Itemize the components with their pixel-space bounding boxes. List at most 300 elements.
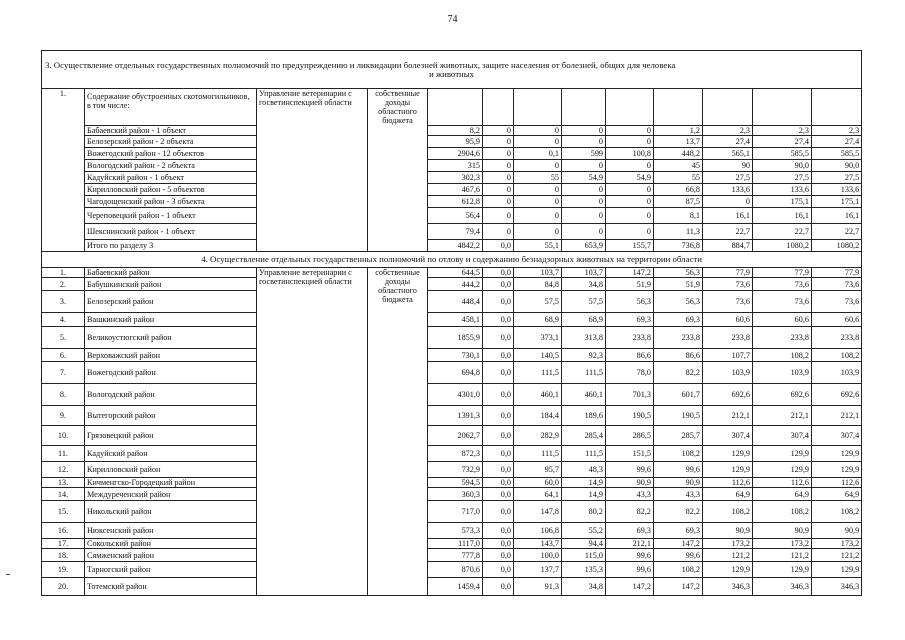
value-cell-5: 0 [606, 126, 654, 136]
row-index: 7. [42, 362, 85, 384]
value-cell-9: 129,9 [812, 562, 862, 578]
section4-row [42, 501, 862, 523]
row-index: 16. [42, 523, 85, 539]
section3-index: 1. [42, 89, 85, 252]
value-cell-2: 0 [483, 136, 514, 148]
value-cell-9: 346,3 [812, 578, 862, 596]
value-cell-5: 212,1 [606, 539, 654, 549]
value-cell-3: 57,5 [514, 291, 562, 313]
row-name: Сокольский район [85, 539, 257, 549]
value-cell-6: 99,6 [654, 462, 703, 478]
value-cell-4: 0 [562, 208, 606, 224]
value-cell-5: 701,3 [606, 384, 654, 406]
value-cell-2: 0,0 [483, 446, 514, 462]
value-cell-3: 100,0 [514, 549, 562, 562]
value-cell-4: 460,1 [562, 384, 606, 406]
value-cell-1: 458,1 [428, 313, 483, 327]
section3-header-row [42, 51, 862, 89]
value-cell-8: 22,7 [753, 224, 812, 240]
value-cell-1: 79,4 [428, 224, 483, 240]
value-cell-6: 601,7 [654, 384, 703, 406]
total-value-8: 1080,2 [753, 240, 812, 252]
total-value-6: 736,8 [654, 240, 703, 252]
value-cell-1: 2062,7 [428, 426, 483, 446]
row-index: 11. [42, 446, 85, 462]
value-cell-5: 151,5 [606, 446, 654, 462]
row-name: Кирилловский район - 5 объектов [85, 184, 257, 196]
value-cell-7: 133,6 [703, 184, 753, 196]
value-cell-5: 99,6 [606, 549, 654, 562]
value-cell-5: 54,9 [606, 172, 654, 184]
value-cell-2: 0,0 [483, 362, 514, 384]
row-name: Череповецкий район - 1 объект [85, 208, 257, 224]
value-cell-5: 99,6 [606, 462, 654, 478]
value-cell-5: 147,2 [606, 268, 654, 278]
section3-title-line1: 3. Осуществление отдельных государственных полномочий по предупреждению и ликвидации болезней животных, защите населения от болезней, общих для человека [45, 59, 676, 70]
row-index: 18. [42, 549, 85, 562]
value-cell-4: 0 [562, 136, 606, 148]
value-cell-4: 135,3 [562, 562, 606, 578]
row-index: 9. [42, 406, 85, 426]
section3-row [42, 172, 862, 184]
value-cell-2: 0,0 [483, 278, 514, 291]
value-cell-7: 27,4 [703, 136, 753, 148]
value-cell-4: 14,9 [562, 488, 606, 501]
value-cell-3: 0 [514, 196, 562, 208]
value-cell-4: 48,3 [562, 462, 606, 478]
value-cell-2: 0 [483, 224, 514, 240]
page-number: 74 [447, 14, 458, 25]
section4-row [42, 406, 862, 426]
section3-row [42, 184, 862, 196]
value-cell-7: 16,1 [703, 208, 753, 224]
value-cell-6: 13,7 [654, 136, 703, 148]
section4-title: 4. Осуществление отдельных государственных полномочий по отлову и содержанию безнадзорных животных на территории области [42, 252, 862, 268]
section4-row [42, 549, 862, 562]
value-cell-7: 22,7 [703, 224, 753, 240]
value-cell-9: 108,2 [812, 349, 862, 362]
value-cell-8: 60,6 [753, 313, 812, 327]
value-cell-3: 111,5 [514, 446, 562, 462]
value-cell-6: 108,2 [654, 562, 703, 578]
section3-row [42, 136, 862, 148]
value-cell-5: 0 [606, 196, 654, 208]
value-cell-7: 129,9 [703, 462, 753, 478]
value-cell-5: 56,3 [606, 291, 654, 313]
value-cell-3: 0 [514, 224, 562, 240]
value-cell-7: 129,9 [703, 562, 753, 578]
value-cell-9: 103,9 [812, 362, 862, 384]
section4-row [42, 384, 862, 406]
value-cell-3: 84,8 [514, 278, 562, 291]
value-cell-7: 73,6 [703, 291, 753, 313]
value-cell-8: 121,2 [753, 549, 812, 562]
value-cell-3: 147,8 [514, 501, 562, 523]
value-cell-2: 0 [483, 160, 514, 172]
value-cell-6: 56,3 [654, 268, 703, 278]
row-index: 2. [42, 278, 85, 291]
value-cell-6: 69,3 [654, 313, 703, 327]
value-cell-3: 137,7 [514, 562, 562, 578]
value-cell-7: 64,9 [703, 488, 753, 501]
section3-row [42, 224, 862, 240]
value-cell-8: 16,1 [753, 208, 812, 224]
value-cell-9: 692,6 [812, 384, 862, 406]
section4-header-row [42, 252, 862, 268]
value-cell-8: 133,6 [753, 184, 812, 196]
value-cell-8: 73,6 [753, 278, 812, 291]
value-cell-4: 14,9 [562, 478, 606, 488]
row-name: Вытегорский район [85, 406, 257, 426]
value-cell-2: 0,0 [483, 268, 514, 278]
value-cell-2: 0,0 [483, 578, 514, 596]
value-cell-9: 2,3 [812, 126, 862, 136]
value-cell-9: 173,2 [812, 539, 862, 549]
value-cell-4: 0 [562, 160, 606, 172]
row-index: 5. [42, 327, 85, 349]
value-cell-5: 69,3 [606, 523, 654, 539]
section4-row [42, 578, 862, 596]
section4-row [42, 523, 862, 539]
value-cell-7: 2,3 [703, 126, 753, 136]
value-cell-2: 0,0 [483, 539, 514, 549]
row-name: Нюксенский район [85, 523, 257, 539]
value-cell-2: 0,0 [483, 327, 514, 349]
row-name: Тарногский район [85, 562, 257, 578]
section4-executor: Управление ветеринарии с госветинспекцией области [257, 268, 368, 596]
value-cell-3: 111,5 [514, 362, 562, 384]
section4-row [42, 446, 862, 462]
value-cell-4: 54,9 [562, 172, 606, 184]
value-cell-1: 777,8 [428, 549, 483, 562]
value-cell-1: 8,2 [428, 126, 483, 136]
value-cell-3: 184,4 [514, 406, 562, 426]
value-cell-8: 90,0 [753, 160, 812, 172]
value-cell-3: 91,3 [514, 578, 562, 596]
value-cell-4: 115,0 [562, 549, 606, 562]
value-cell-8: 585,5 [753, 148, 812, 160]
value-cell-1: 1391,3 [428, 406, 483, 426]
row-index: 6. [42, 349, 85, 362]
section4-row [42, 349, 862, 362]
row-name: Верховажский район [85, 349, 257, 362]
value-cell-1: 594,5 [428, 478, 483, 488]
value-cell-6: 99,6 [654, 549, 703, 562]
value-cell-3: 95,7 [514, 462, 562, 478]
value-cell-9: 73,6 [812, 278, 862, 291]
value-cell-9: 27,5 [812, 172, 862, 184]
value-cell-2: 0,0 [483, 384, 514, 406]
row-name: Вожегодский район - 12 объектов [85, 148, 257, 160]
value-cell-2: 0 [483, 126, 514, 136]
value-cell-6: 8,1 [654, 208, 703, 224]
value-cell-6: 108,2 [654, 446, 703, 462]
value-cell-1: 1855,9 [428, 327, 483, 349]
value-cell-7: 121,2 [703, 549, 753, 562]
value-cell-7: 212,1 [703, 406, 753, 426]
value-cell-8: 212,1 [753, 406, 812, 426]
value-cell-8: 173,2 [753, 539, 812, 549]
total-value-5: 155,7 [606, 240, 654, 252]
value-cell-6: 11,3 [654, 224, 703, 240]
value-cell-5: 90,9 [606, 478, 654, 488]
row-name: Вологодский район [85, 384, 257, 406]
value-cell-8: 346,3 [753, 578, 812, 596]
section4-row [42, 327, 862, 349]
value-cell-3: 460,1 [514, 384, 562, 406]
value-cell-3: 0 [514, 208, 562, 224]
value-cell-2: 0 [483, 148, 514, 160]
row-name: Кичменгско-Городецкий район [85, 478, 257, 488]
value-cell-6: 55 [654, 172, 703, 184]
value-cell-1: 1459,4 [428, 578, 483, 596]
value-cell-2: 0 [483, 184, 514, 196]
value-cell-1: 870,6 [428, 562, 483, 578]
value-cell-4: 68,9 [562, 313, 606, 327]
value-cell-6: 448,2 [654, 148, 703, 160]
value-cell-1: 448,4 [428, 291, 483, 313]
value-cell-7: 107,7 [703, 349, 753, 362]
value-cell-7: 565,1 [703, 148, 753, 160]
value-cell-9: 129,9 [812, 446, 862, 462]
value-cell-6: 66,8 [654, 184, 703, 196]
section4-row [42, 539, 862, 549]
value-cell-3: 106,8 [514, 523, 562, 539]
section3-row [42, 160, 862, 172]
value-cell-1: 95,9 [428, 136, 483, 148]
row-index: 8. [42, 384, 85, 406]
value-cell-1: 694,8 [428, 362, 483, 384]
value-cell-8: 108,2 [753, 349, 812, 362]
value-cell-5: 0 [606, 136, 654, 148]
value-cell-4: 34,8 [562, 578, 606, 596]
value-cell-5: 0 [606, 224, 654, 240]
value-cell-4: 111,5 [562, 362, 606, 384]
value-cell-2: 0 [483, 196, 514, 208]
value-cell-2: 0 [483, 208, 514, 224]
value-cell-9: 133,6 [812, 184, 862, 196]
row-name: Кадуйский район [85, 446, 257, 462]
section3-executor: Управление ветеринарии с госветинспекцией области [257, 89, 368, 252]
row-index: 1. [42, 268, 85, 278]
value-cell-8: 27,5 [753, 172, 812, 184]
value-cell-7: 692,6 [703, 384, 753, 406]
section4-funding: собственные доходы областного бюджета [368, 268, 428, 596]
value-cell-1: 644,5 [428, 268, 483, 278]
value-cell-9: 175,1 [812, 196, 862, 208]
value-cell-1: 315 [428, 160, 483, 172]
value-cell-3: 0,1 [514, 148, 562, 160]
value-cell-3: 373,1 [514, 327, 562, 349]
value-cell-5: 233,8 [606, 327, 654, 349]
value-cell-6: 69,3 [654, 523, 703, 539]
row-index: 20. [42, 578, 85, 596]
row-name: Сямженский район [85, 549, 257, 562]
value-cell-3: 282,9 [514, 426, 562, 446]
value-cell-7: 90 [703, 160, 753, 172]
value-cell-4: 57,5 [562, 291, 606, 313]
value-cell-2: 0,0 [483, 549, 514, 562]
row-name: Вологодский район - 2 объекта [85, 160, 257, 172]
row-name: Никольский район [85, 501, 257, 523]
value-cell-9: 90,9 [812, 523, 862, 539]
row-index: 4. [42, 313, 85, 327]
section3-title [42, 51, 862, 89]
row-name: Чагодощенский район - 3 объекта [85, 196, 257, 208]
value-cell-8: 64,9 [753, 488, 812, 501]
value-cell-6: 147,2 [654, 578, 703, 596]
value-cell-3: 0 [514, 126, 562, 136]
row-name: Шекснинский район - 1 объект [85, 224, 257, 240]
section4-row [42, 291, 862, 313]
row-index: 12. [42, 462, 85, 478]
value-cell-4: 285,4 [562, 426, 606, 446]
value-cell-7: 233,8 [703, 327, 753, 349]
value-cell-9: 77,9 [812, 268, 862, 278]
section3-header-name: Содержание обустроенных скотомогильников, в том числе: [85, 89, 257, 126]
row-name: Великоустюгский район [85, 327, 257, 349]
value-cell-5: 0 [606, 184, 654, 196]
section3-row [42, 196, 862, 208]
value-cell-8: 27,4 [753, 136, 812, 148]
value-cell-4: 0 [562, 126, 606, 136]
row-name: Вашкинский район [85, 313, 257, 327]
value-cell-1: 302,3 [428, 172, 483, 184]
value-cell-2: 0,0 [483, 562, 514, 578]
value-cell-8: 90,9 [753, 523, 812, 539]
value-cell-1: 872,3 [428, 446, 483, 462]
section4-row [42, 313, 862, 327]
value-cell-5: 86,6 [606, 349, 654, 362]
scan-artifact [6, 574, 10, 575]
value-cell-2: 0,0 [483, 462, 514, 478]
section3-title-line2: и животных [429, 68, 475, 79]
row-index: 10. [42, 426, 85, 446]
value-cell-2: 0,0 [483, 478, 514, 488]
row-index: 15. [42, 501, 85, 523]
value-cell-5: 190,5 [606, 406, 654, 426]
value-cell-7: 0 [703, 196, 753, 208]
value-cell-4: 34,8 [562, 278, 606, 291]
row-index: 13. [42, 478, 85, 488]
section3-total-row [42, 240, 862, 252]
value-cell-5: 82,2 [606, 501, 654, 523]
value-cell-3: 60,0 [514, 478, 562, 488]
value-cell-9: 121,2 [812, 549, 862, 562]
value-cell-4: 92,3 [562, 349, 606, 362]
value-cell-9: 60,6 [812, 313, 862, 327]
value-cell-6: 43,3 [654, 488, 703, 501]
value-cell-7: 173,2 [703, 539, 753, 549]
row-name: Междуреченский район [85, 488, 257, 501]
section3-subheader-row [42, 89, 862, 126]
section3-row [42, 148, 862, 160]
value-cell-7: 112,6 [703, 478, 753, 488]
value-cell-9: 64,9 [812, 488, 862, 501]
value-cell-9: 27,4 [812, 136, 862, 148]
value-cell-8: 129,9 [753, 462, 812, 478]
row-name: Белозерский район [85, 291, 257, 313]
value-cell-8: 129,9 [753, 446, 812, 462]
value-cell-3: 68,9 [514, 313, 562, 327]
row-name: Бабаевский район [85, 268, 257, 278]
total-value-1: 4842,2 [428, 240, 483, 252]
row-name: Грязовецкий район [85, 426, 257, 446]
value-cell-9: 108,2 [812, 501, 862, 523]
value-cell-8: 129,9 [753, 562, 812, 578]
value-cell-5: 147,2 [606, 578, 654, 596]
value-cell-4: 0 [562, 196, 606, 208]
value-cell-7: 73,6 [703, 278, 753, 291]
value-cell-6: 86,6 [654, 349, 703, 362]
budget-table [41, 50, 862, 596]
value-cell-8: 175,1 [753, 196, 812, 208]
total-value-9: 1080,2 [812, 240, 862, 252]
value-cell-7: 346,3 [703, 578, 753, 596]
value-cell-2: 0,0 [483, 426, 514, 446]
value-cell-4: 111,5 [562, 446, 606, 462]
value-cell-6: 190,5 [654, 406, 703, 426]
value-cell-8: 103,9 [753, 362, 812, 384]
value-cell-8: 692,6 [753, 384, 812, 406]
value-cell-9: 585,5 [812, 148, 862, 160]
value-cell-4: 80,2 [562, 501, 606, 523]
value-cell-7: 77,9 [703, 268, 753, 278]
row-name: Бабаевский район - 1 объект [85, 126, 257, 136]
value-cell-5: 69,3 [606, 313, 654, 327]
row-name: Кирилловский район [85, 462, 257, 478]
value-cell-9: 307,4 [812, 426, 862, 446]
value-cell-1: 717,0 [428, 501, 483, 523]
row-index: 19. [42, 562, 85, 578]
value-cell-6: 285,7 [654, 426, 703, 446]
value-cell-6: 233,8 [654, 327, 703, 349]
total-value-3: 55,1 [514, 240, 562, 252]
value-cell-8: 73,6 [753, 291, 812, 313]
section4-row [42, 562, 862, 578]
total-name: Итого по разделу 3 [85, 240, 257, 252]
value-cell-4: 0 [562, 224, 606, 240]
value-cell-5: 0 [606, 208, 654, 224]
value-cell-4: 103,7 [562, 268, 606, 278]
section4-row [42, 478, 862, 488]
value-cell-5: 51,9 [606, 278, 654, 291]
row-name: Кадуйский район - 1 объект [85, 172, 257, 184]
value-cell-6: 1,2 [654, 126, 703, 136]
value-cell-5: 99,6 [606, 562, 654, 578]
value-cell-9: 212,1 [812, 406, 862, 426]
section4-row [42, 268, 862, 278]
value-cell-5: 0 [606, 160, 654, 172]
value-cell-5: 100,8 [606, 148, 654, 160]
value-cell-7: 129,9 [703, 446, 753, 462]
value-cell-8: 2,3 [753, 126, 812, 136]
value-cell-7: 60,6 [703, 313, 753, 327]
row-name: Белозерский район - 2 объекта [85, 136, 257, 148]
value-cell-1: 56,4 [428, 208, 483, 224]
row-name: Вожегодский район [85, 362, 257, 384]
value-cell-3: 0 [514, 136, 562, 148]
value-cell-8: 233,8 [753, 327, 812, 349]
value-cell-9: 129,9 [812, 462, 862, 478]
row-name: Тотемский район [85, 578, 257, 596]
row-index: 17. [42, 539, 85, 549]
value-cell-3: 103,7 [514, 268, 562, 278]
value-cell-7: 27,5 [703, 172, 753, 184]
value-cell-7: 307,4 [703, 426, 753, 446]
value-cell-3: 0 [514, 184, 562, 196]
value-cell-5: 78,0 [606, 362, 654, 384]
